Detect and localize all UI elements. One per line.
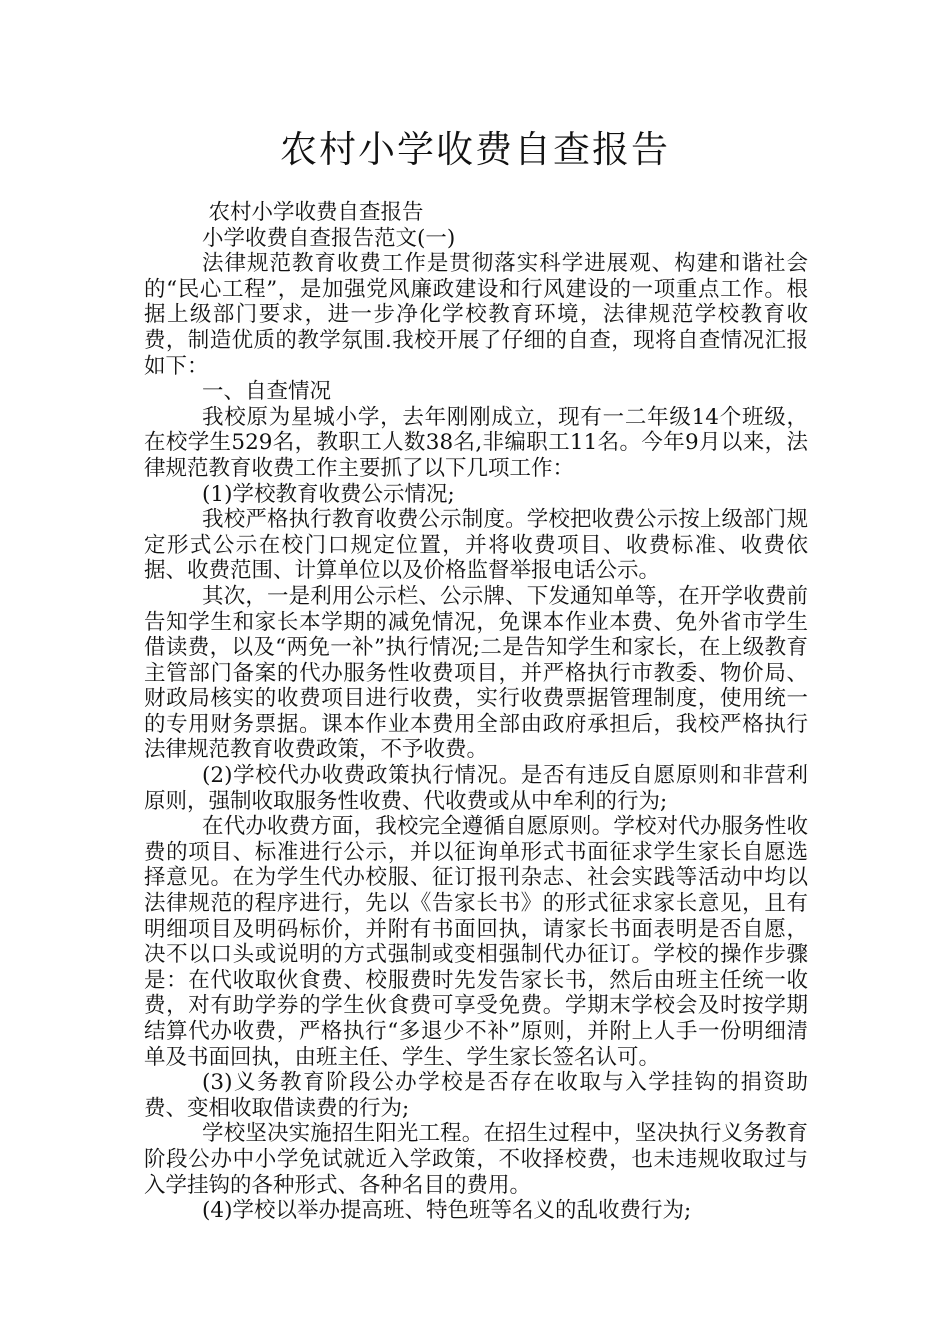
body-paragraph: 我校严格执行教育收费公示制度。学校把收费公示按上级部门规定形式公示在校门口规定位置，并将收费项目、收费标准、收费依据、收费范围、计算单位以及价格监督举报电话公示。 [144,507,808,584]
subtitle-paragraph: 农村小学收费自查报告 [208,200,424,225]
section-heading-paragraph: 一、自查情况 [202,379,332,405]
document-body [144,200,808,1224]
item-heading-paragraph: (3)义务教育阶段公办学校是否存在收取与入学挂钩的捐资助费、变相收取借读费的行为; [144,1070,808,1121]
body-paragraph: 其次，一是利用公示栏、公示牌、下发通知单等，在开学收费前告知学生和家长本学期的减免情况，免课本作业本费、免外省市学生借读费，以及“两免一补”执行情况;二是告知学生和家长，在上级教育主管部门备案的代办服务性收费项目，并严格执行市教委、物价局、财政局核实的收费项目进行收费，实行收费票据管理制度，使用统一的专用财务票据。课本作业本费用全部由政府承担后，我校严格执行法律规范教育收费政策，不予收费。 [144,583,808,763]
item-heading-paragraph: (1)学校教育收费公示情况; [202,481,455,507]
item-heading-paragraph: (4)学校以举办提高班、特色班等名义的乱收费行为; [202,1198,692,1224]
body-paragraph: 学校坚决实施招生阳光工程。在招生过程中，坚决执行义务教育阶段公办中小学免试就近入学政策，不收择校费，也未违规收取过与入学挂钩的各种形式、各种名目的费用。 [144,1121,808,1198]
body-paragraph: 我校原为星城小学，去年刚刚成立，现有一二年级14个班级，在校学生529名，教职工人数38名,非编职工11名。今年9月以来，法律规范教育收费工作主要抓了以下几项工作： [144,404,808,481]
body-paragraph: 法律规范教育收费工作是贯彻落实科学进展观、构建和谐社会的“民心工程”，是加强党风廉政建设和行风建设的一项重点工作。根据上级部门要求，进一步净化学校教育环境，法律规范学校教育收费，制造优质的教学氛围.我校开展了仔细的自查，现将自查情况汇报如下： [144,251,808,379]
document-title: 农村小学收费自查报告 [280,128,670,171]
item-heading-paragraph: (2)学校代办收费政策执行情况。是否有违反自愿原则和非营利原则，强制收取服务性收费、代收费或从中牟利的行为; [144,763,808,814]
body-paragraph: 在代办收费方面，我校完全遵循自愿原则。学校对代办服务性收费的项目、标准进行公示，并以征询单形式书面征求学生家长自愿选择意见。在为学生代办校服、征订报刊杂志、社会实践等活动中均以法律规范的程序进行，先以《告家长书》的形式征求家长意见，且有明细项目及明码标价，并附有书面回执，请家长书面表明是否自愿，决不以口头或说明的方式强制或变相强制代办征订。学校的操作步骤是：在代收取伙食费、校服费时先发告家长书，然后由班主任统一收费，对有助学券的学生伙食费可享受免费。学期末学校会及时按学期结算代办收费，严格执行“多退少不补”原则，并附上人手一份明细清单及书面回执，由班主任、学生、学生家长签名认可。 [144,814,808,1070]
section-heading-paragraph: 小学收费自查报告范文(一) [202,225,456,251]
